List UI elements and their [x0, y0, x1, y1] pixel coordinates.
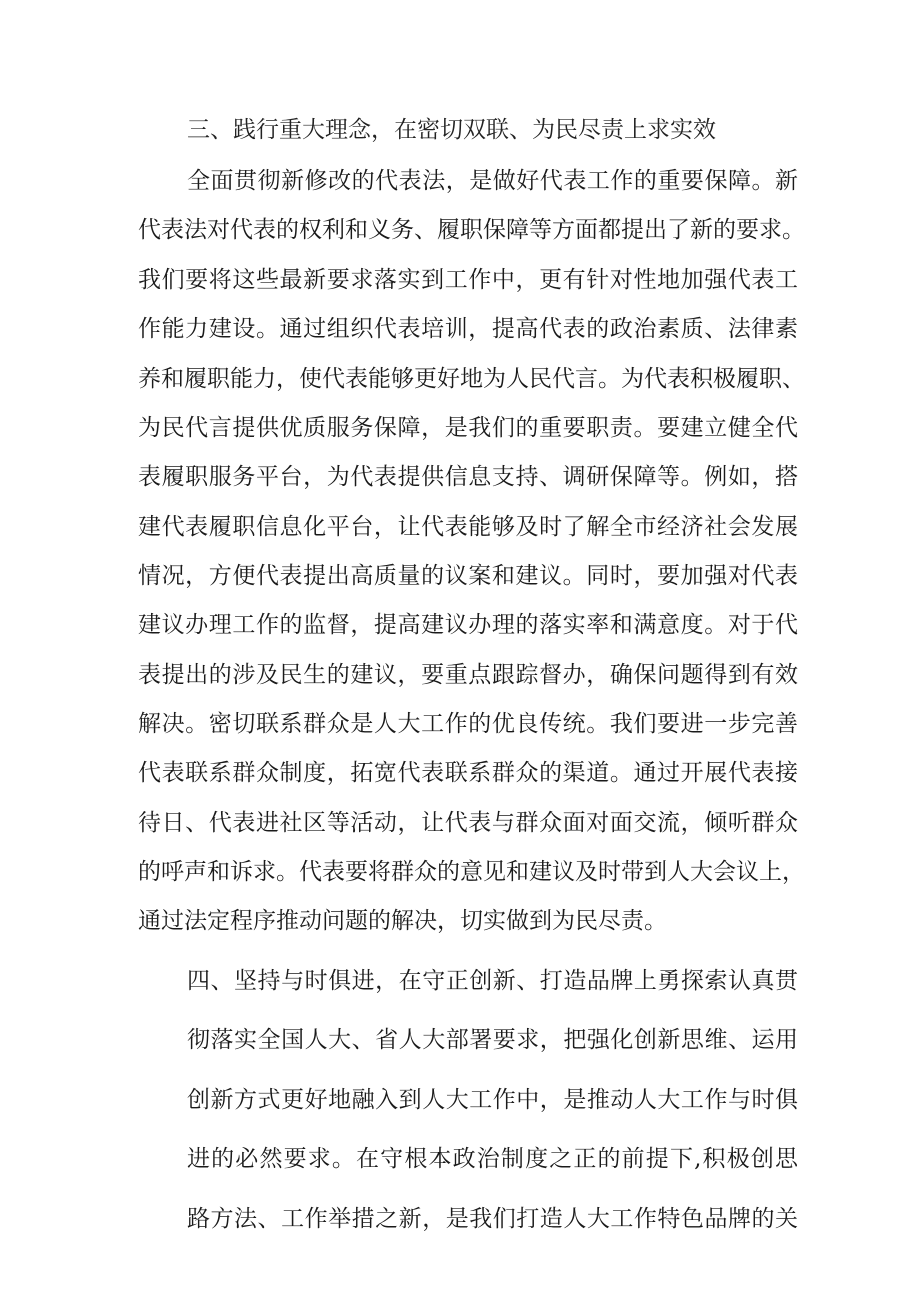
paragraph-line: 养和履职能力，使代表能够更好地为人民代言。为代表积极履职、 [138, 366, 805, 392]
paragraph-line: 建议办理工作的监督，提高建议办理的落实率和满意度。对于代 [138, 612, 798, 638]
paragraph-line: 表履职服务平台，为代表提供信息支持、调研保障等。例如，搭 [138, 464, 798, 490]
paragraph-line: 待日、代表进社区等活动，让代表与群众面对面交流，倾听群众 [138, 810, 798, 836]
paragraph-line: 建代表履职信息化平台，让代表能够及时了解全市经济社会发展 [138, 514, 798, 540]
section-heading-4-line: 进的必然要求。在守根本政治制度之正的前提下,积极创思 [187, 1146, 798, 1172]
paragraph-line: 表提出的涉及民生的建议，要重点跟踪督办，确保问题得到有效 [138, 662, 798, 688]
paragraph-line: 代表联系群众制度，拓宽代表联系群众的渠道。通过开展代表接 [138, 760, 798, 786]
paragraph-line: 的呼声和诉求。代表要将群众的意见和建议及时带到人大会议上， [138, 859, 805, 885]
paragraph-line: 为民代言提供优质服务保障，是我们的重要职责。要建立健全代 [138, 415, 798, 441]
paragraph-line: 作能力建设。通过组织代表培训，提高代表的政治素质、法律素 [138, 316, 798, 342]
paragraph-line: 我们要将这些最新要求落实到工作中，更有针对性地加强代表工 [138, 267, 798, 293]
section-heading-4-line: 创新方式更好地融入到人大工作中，是推动人大工作与时俱 [187, 1087, 798, 1113]
paragraph-line: 解决。密切联系群众是人大工作的优良传统。我们要进一步完善 [138, 711, 798, 737]
section-heading-4-line: 彻落实全国人大、省人大部署要求，把强化创新思维、运用 [187, 1027, 798, 1053]
paragraph-line: 全面贯彻新修改的代表法，是做好代表工作的重要保障。新 [187, 168, 798, 194]
paragraph-line: 代表法对代表的权利和义务、履职保障等方面都提出了新的要求。 [138, 217, 805, 243]
section-heading-4-line: 四、坚持与时俱进，在守正创新、打造品牌上勇探索认真贯 [187, 968, 798, 994]
paragraph-line: 通过法定程序推动问题的解决，切实做到为民尽责。 [138, 908, 667, 934]
section-heading-3: 三、践行重大理念，在密切双联、为民尽责上求实效 [187, 117, 716, 143]
paragraph-line: 情况，方便代表提出高质量的议案和建议。同时，要加强对代表 [138, 563, 798, 589]
section-heading-4-line: 路方法、工作举措之新，是我们打造人大工作特色品牌的关 [187, 1206, 798, 1232]
